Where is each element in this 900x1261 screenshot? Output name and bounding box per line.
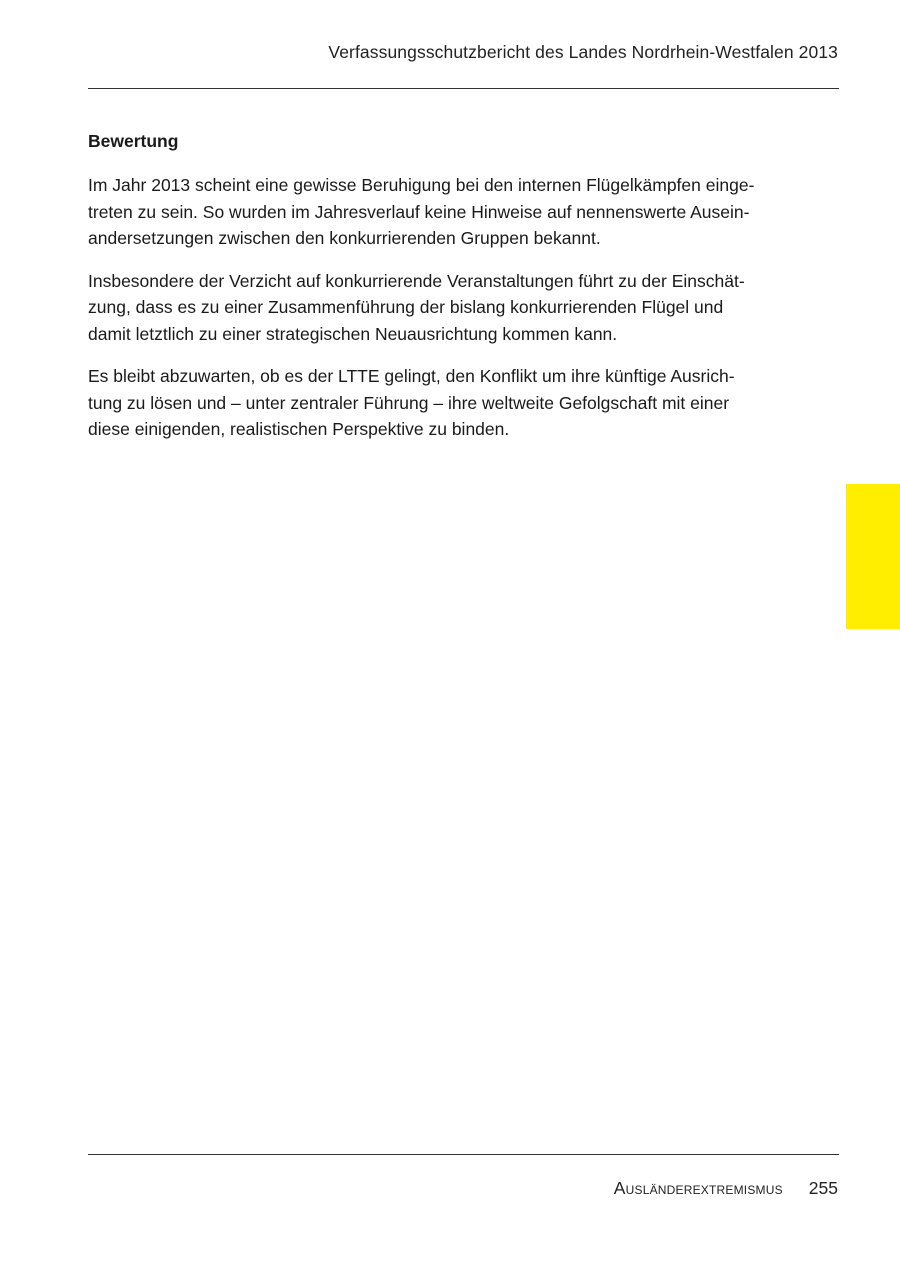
paragraph-line: treten zu sein. So wurden im Jahresverlauf keine Hinweise auf nennenswerte Ausein-: [88, 201, 750, 222]
paragraph-line: zung, dass es zu einer Zusammenführung der bislang konkurrierenden Flügel und: [88, 297, 724, 317]
header-rule: [88, 88, 839, 89]
chapter-title: Ausländerextremismus: [613, 1178, 783, 1198]
page-number: 255: [808, 1178, 838, 1198]
paragraph-2: [88, 268, 788, 348]
paragraph-line: Insbesondere der Verzicht auf konkurrierende Veranstaltungen führt zu der Einschät-: [88, 270, 745, 291]
paragraph-line: diese einigenden, realistischen Perspektive zu binden.: [88, 419, 510, 439]
paragraph-line: damit letztlich zu einer strategischen Neuausrichtung kommen kann.: [88, 323, 618, 344]
paragraph-line: Es bleibt abzuwarten, ob es der LTTE gelingt, den Konflikt um ihre künftige Ausrich-: [88, 366, 735, 386]
chapter-tab-marker: [846, 484, 900, 629]
paragraph-1: [88, 172, 788, 252]
paragraph-line: andersetzungen zwischen den konkurrierenden Gruppen bekannt.: [88, 228, 601, 248]
main-content: [88, 128, 788, 459]
footer-rule: [88, 1154, 839, 1155]
paragraph-3: [88, 363, 788, 443]
paragraph-line: Im Jahr 2013 scheint eine gewisse Beruhigung bei den internen Flügelkämpfen einge-: [88, 175, 755, 195]
paragraph-line: tung zu lösen und – unter zentraler Führung – ihre weltweite Gefolgschaft mit einer: [88, 392, 730, 413]
section-heading: Bewertung: [88, 131, 179, 151]
page-footer: [614, 1178, 838, 1199]
running-header: Verfassungsschutzbericht des Landes Nordrhein-Westfalen 2013: [328, 42, 838, 62]
